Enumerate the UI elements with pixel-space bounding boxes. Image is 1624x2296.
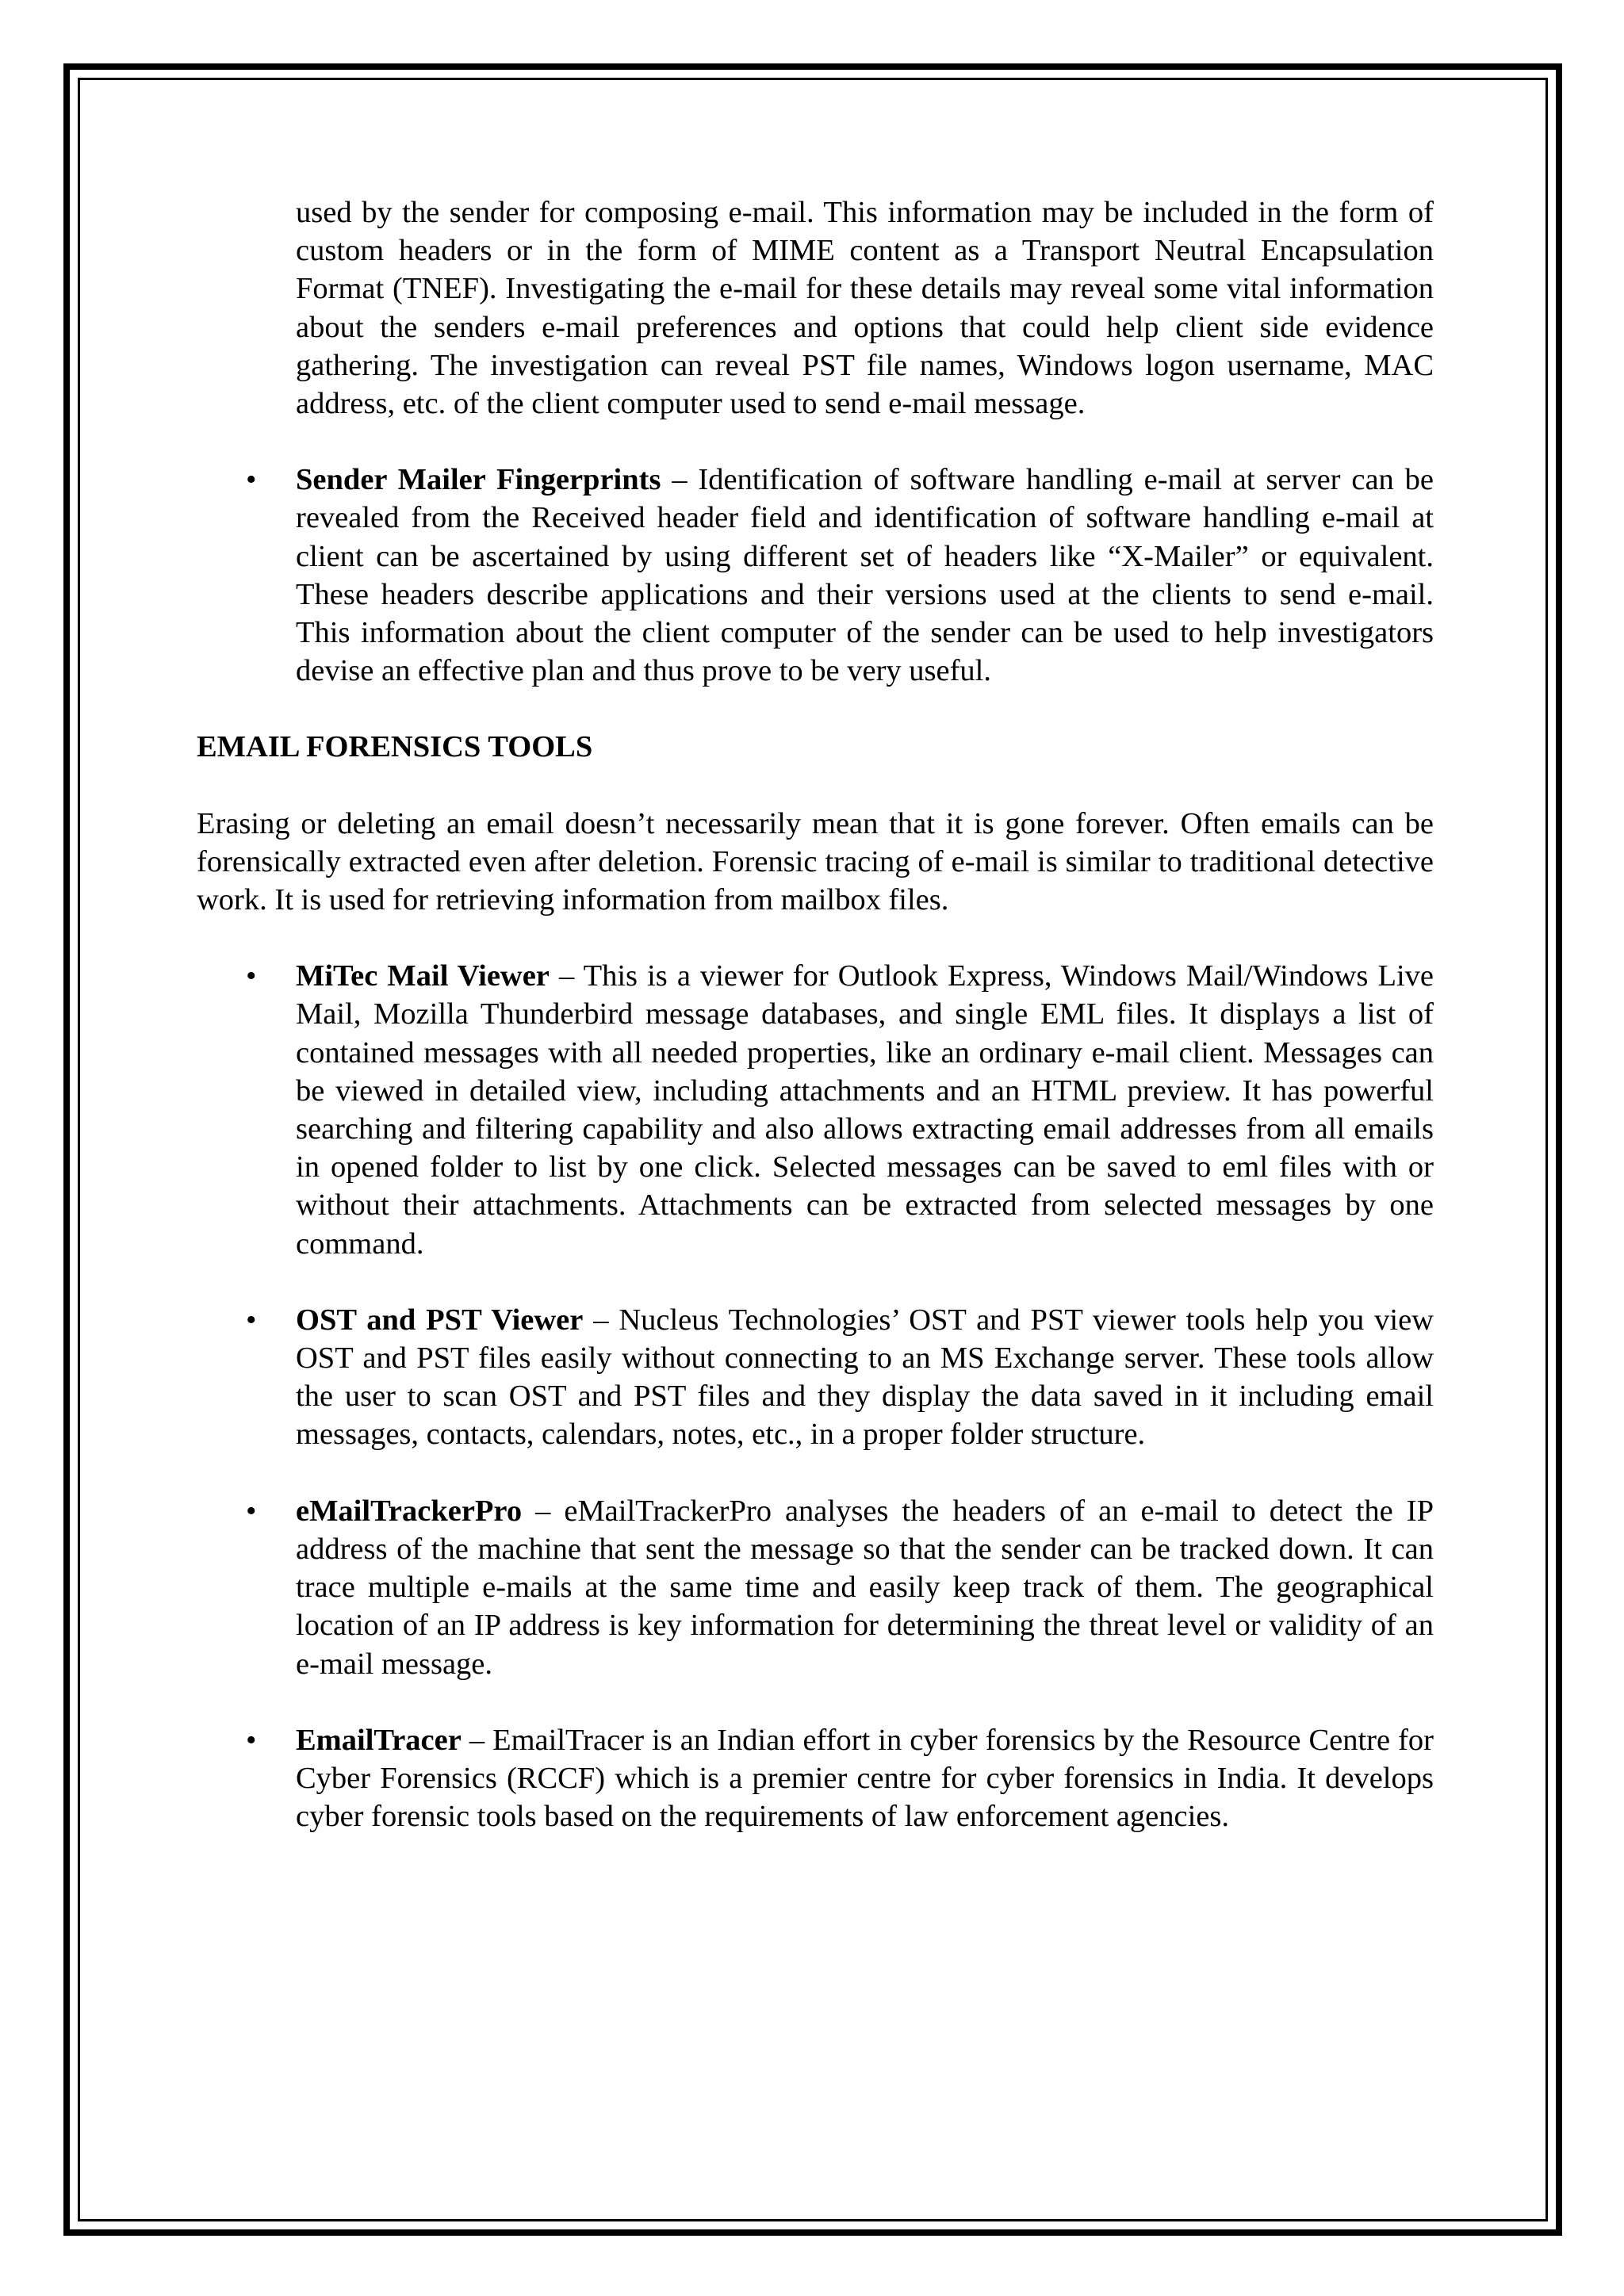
bullet-title: eMailTrackerPro: [296, 1494, 523, 1528]
bullet-mitec-mail-viewer: [197, 957, 1434, 1263]
document-body: [197, 193, 1434, 1835]
bullet-sender-mailer-fingerprints: [197, 461, 1434, 690]
bullet-text: – Nucleus Technologies’ OST and PST viewer tools help you view OST and PST files easily without connecting to an MS Exchange server. These tools allow the user to scan OST and PST files and they display the data saved in it including email messages, contacts, calendars, notes, etc., in a proper folder structure.: [296, 1303, 1434, 1452]
bullet-ost-pst-viewer: [197, 1301, 1434, 1454]
intro-paragraph: Erasing or deleting an email doesn’t necessarily mean that it is gone forever. Often emails can be forensically extracted even after deletion. Forensic tracing of e-mail is similar to traditional detective work. It is used for retrieving information from mailbox files.: [197, 806, 1434, 917]
section-heading: EMAIL FORENSICS TOOLS: [197, 730, 593, 764]
bullet-text: – This is a viewer for Outlook Express, Windows Mail/Windows Live Mail, Mozilla Thunderbird message databases, and single EML files. It displays a list of contained messages with all needed properties, like an ordinary e-mail client. Messages can be viewed in detailed view, including attachments and an HTML preview. It has powerful searching and filtering capability and also allows extracting email addresses from all emails in opened folder to list by one click. Selected messages can be saved to eml files with or without their attachments. Attachments can be extracted from selected messages by one command.: [296, 959, 1434, 1261]
bullet-icon: •: [246, 1494, 257, 1528]
bullet-title: MiTec Mail Viewer: [296, 959, 550, 993]
bullet-title: Sender Mailer Fingerprints: [296, 463, 661, 497]
bullet-icon: •: [246, 1303, 257, 1337]
bullet-icon: •: [246, 1723, 257, 1757]
bullet-text: – Identification of software handling e-mail at server can be revealed from the Received header field and identification of software handling e-mail at client can be ascertained by using different set of headers like “X-Mailer” or equivalent. These headers describe applications and their versions used at the clients to send e-mail. This information about the client computer of the sender can be used to help investigators devise an effective plan and thus prove to be very useful.: [296, 463, 1434, 688]
bullet-icon: •: [246, 463, 257, 497]
bullet-title: EmailTracer: [296, 1723, 462, 1757]
bullet-text: – EmailTracer is an Indian effort in cyber forensics by the Resource Centre for Cyber Forensics (RCCF) which is a premier centre for cyber forensics in India. It develops cyber forensic tools based on the requirements of law enforcement agencies.: [296, 1723, 1434, 1834]
bullet-emailtracer: [197, 1721, 1434, 1836]
bullet-icon: •: [246, 959, 257, 993]
bullet-emailtrackerpro: [197, 1492, 1434, 1683]
continuation-paragraph: used by the sender for composing e-mail. This information may be included in the form of custom headers or in the form of MIME content as a Transport Neutral Encapsulation Format (TNEF). Investigating the e-mail for these details may reveal some vital information about the senders e-mail preferences and options that could help client side evidence gathering. The investigation can reveal PST file names, Windows logon username, MAC address, etc. of the client computer used to send e-mail message.: [296, 196, 1434, 421]
bullet-text: – eMailTrackerPro analyses the headers of an e-mail to detect the IP address of the machine that sent the message so that the sender can be tracked down. It can trace multiple e-mails at the same time and easily keep track of them. The geographical location of an IP address is key information for determining the threat level or validity of an e-mail message.: [296, 1494, 1434, 1681]
bullet-title: OST and PST Viewer: [296, 1303, 584, 1337]
